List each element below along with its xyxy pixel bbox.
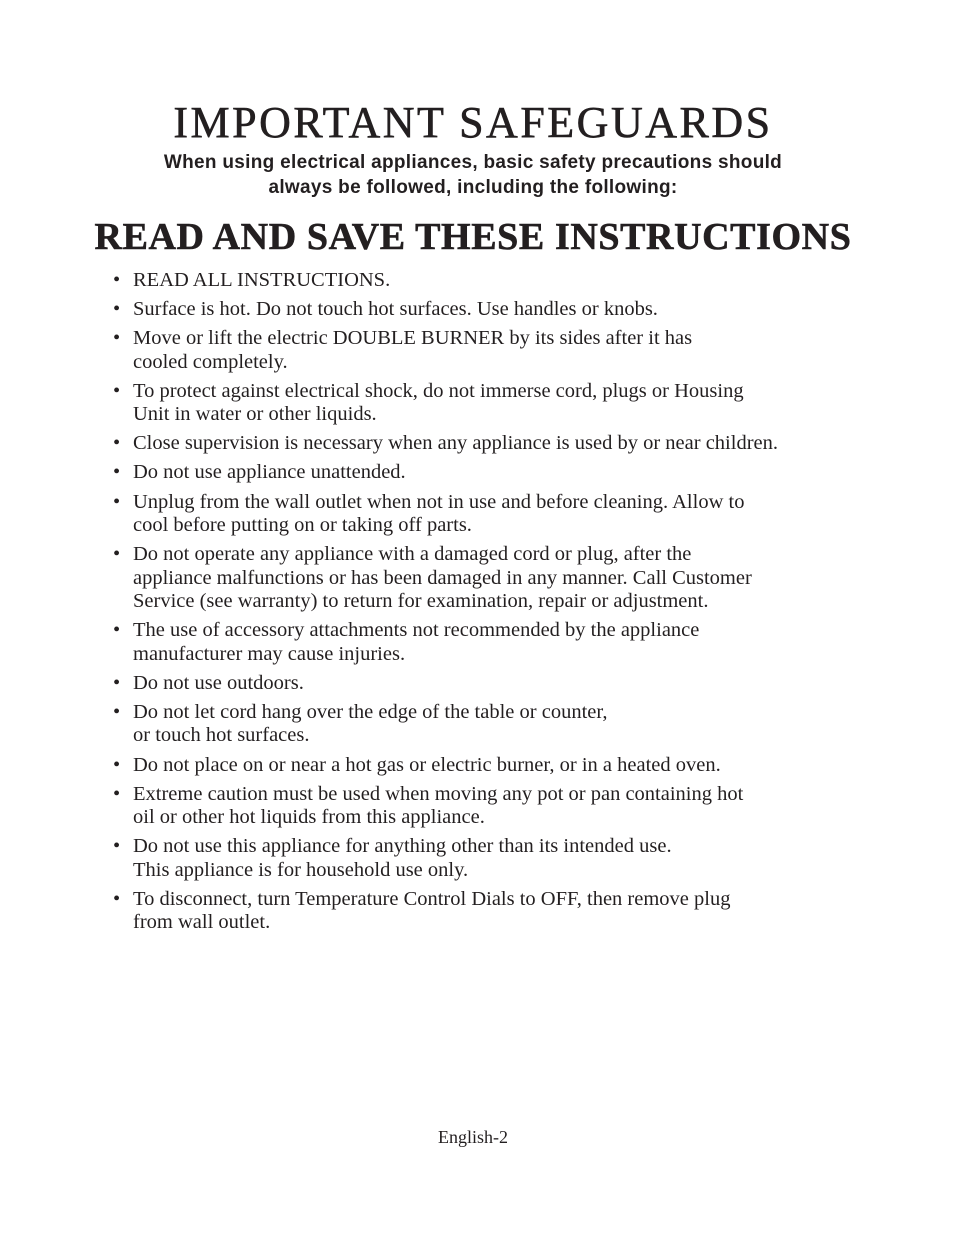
bullet-icon: • — [113, 461, 121, 484]
safeguard-item — [113, 432, 843, 456]
bullet-icon: • — [113, 432, 121, 455]
safeguard-text-line: manufacturer may cause injuries. — [133, 642, 406, 665]
safeguard-item — [113, 783, 843, 830]
safeguard-text-line: Surface is hot. Do not touch hot surfaces. Use handles or knobs. — [133, 298, 658, 321]
safeguard-item — [113, 298, 843, 322]
safeguard-item — [113, 380, 843, 427]
safeguard-list — [113, 269, 843, 940]
safeguard-text-line: from wall outlet. — [133, 911, 271, 934]
instructions-heading: READ AND SAVE THESE INSTRUCTIONS — [94, 216, 852, 258]
safeguard-item — [113, 461, 843, 485]
safeguard-text-line: READ ALL INSTRUCTIONS. — [133, 269, 391, 291]
bullet-icon: • — [113, 753, 121, 776]
safeguard-text-line: Do not use appliance unattended. — [133, 461, 406, 484]
bullet-icon: • — [113, 327, 121, 350]
safeguard-text-line: Service (see warranty) to return for examination, repair or adjustment. — [133, 590, 709, 613]
safeguard-text-line: Close supervision is necessary when any appliance is used by or near children. — [133, 432, 778, 455]
safety-intro — [0, 150, 946, 200]
safeguard-item — [113, 701, 843, 748]
safeguard-item — [113, 327, 843, 374]
bullet-icon: • — [113, 619, 121, 642]
safeguard-text-line: appliance malfunctions or has been damaged in any manner. Call Customer — [133, 566, 752, 589]
safeguard-item — [113, 619, 843, 666]
bullet-icon: • — [113, 700, 121, 723]
safeguard-text-line: The use of accessory attachments not recommended by the appliance — [133, 619, 700, 642]
safeguard-text-line: This appliance is for household use only. — [133, 858, 469, 881]
safeguard-text-line: oil or other hot liquids from this appliance. — [133, 806, 485, 829]
safeguard-text-line: Extreme caution must be used when moving any pot or pan containing hot — [133, 782, 744, 805]
safeguard-text-line: Move or lift the electric DOUBLE BURNER by its sides after it has — [133, 327, 693, 350]
safeguard-text-line: Do not let cord hang over the edge of the table or counter, — [133, 700, 608, 723]
safety-intro-line: always be followed, including the following: — [268, 177, 678, 198]
safeguard-text-line: Do not use this appliance for anything other than its intended use. — [133, 835, 672, 858]
safeguard-item — [113, 543, 843, 614]
safeguard-item — [113, 491, 843, 538]
safeguard-item — [113, 269, 843, 293]
bullet-icon: • — [113, 835, 121, 858]
safety-intro-line: When using electrical appliances, basic safety precautions should — [163, 152, 783, 173]
bullet-icon: • — [113, 490, 121, 513]
safeguard-text-line: Unit in water or other liquids. — [133, 403, 377, 426]
safeguard-text-line: cooled completely. — [133, 350, 288, 373]
safeguard-text-line: or touch hot surfaces. — [133, 724, 310, 747]
safeguard-text-line: Do not operate any appliance with a damaged cord or plug, after the — [133, 543, 692, 566]
bullet-icon: • — [113, 543, 121, 566]
safeguard-item — [113, 672, 843, 696]
bullet-icon: • — [113, 269, 121, 291]
safeguard-item — [113, 888, 843, 935]
safeguard-text-line: To protect against electrical shock, do not immerse cord, plugs or Housing — [133, 379, 744, 402]
safeguard-text-line: Unplug from the wall outlet when not in use and before cleaning. Allow to — [133, 490, 745, 513]
safeguard-item — [113, 754, 843, 778]
safeguard-text-line: To disconnect, turn Temperature Control Dials to OFF, then remove plug — [133, 887, 731, 910]
safeguard-text-line: cool before putting on or taking off parts. — [133, 514, 472, 537]
bullet-icon: • — [113, 298, 121, 321]
bullet-icon: • — [113, 887, 121, 910]
safeguard-item — [113, 835, 843, 882]
bullet-icon: • — [113, 671, 121, 694]
safeguard-text-line: Do not place on or near a hot gas or electric burner, or in a heated oven. — [133, 753, 721, 776]
bullet-icon: • — [113, 782, 121, 805]
page-number: English-2 — [438, 1127, 508, 1147]
page-title: IMPORTANT SAFEGUARDS — [173, 98, 773, 147]
bullet-icon: • — [113, 379, 121, 402]
safeguard-text-line: Do not use outdoors. — [133, 671, 304, 694]
